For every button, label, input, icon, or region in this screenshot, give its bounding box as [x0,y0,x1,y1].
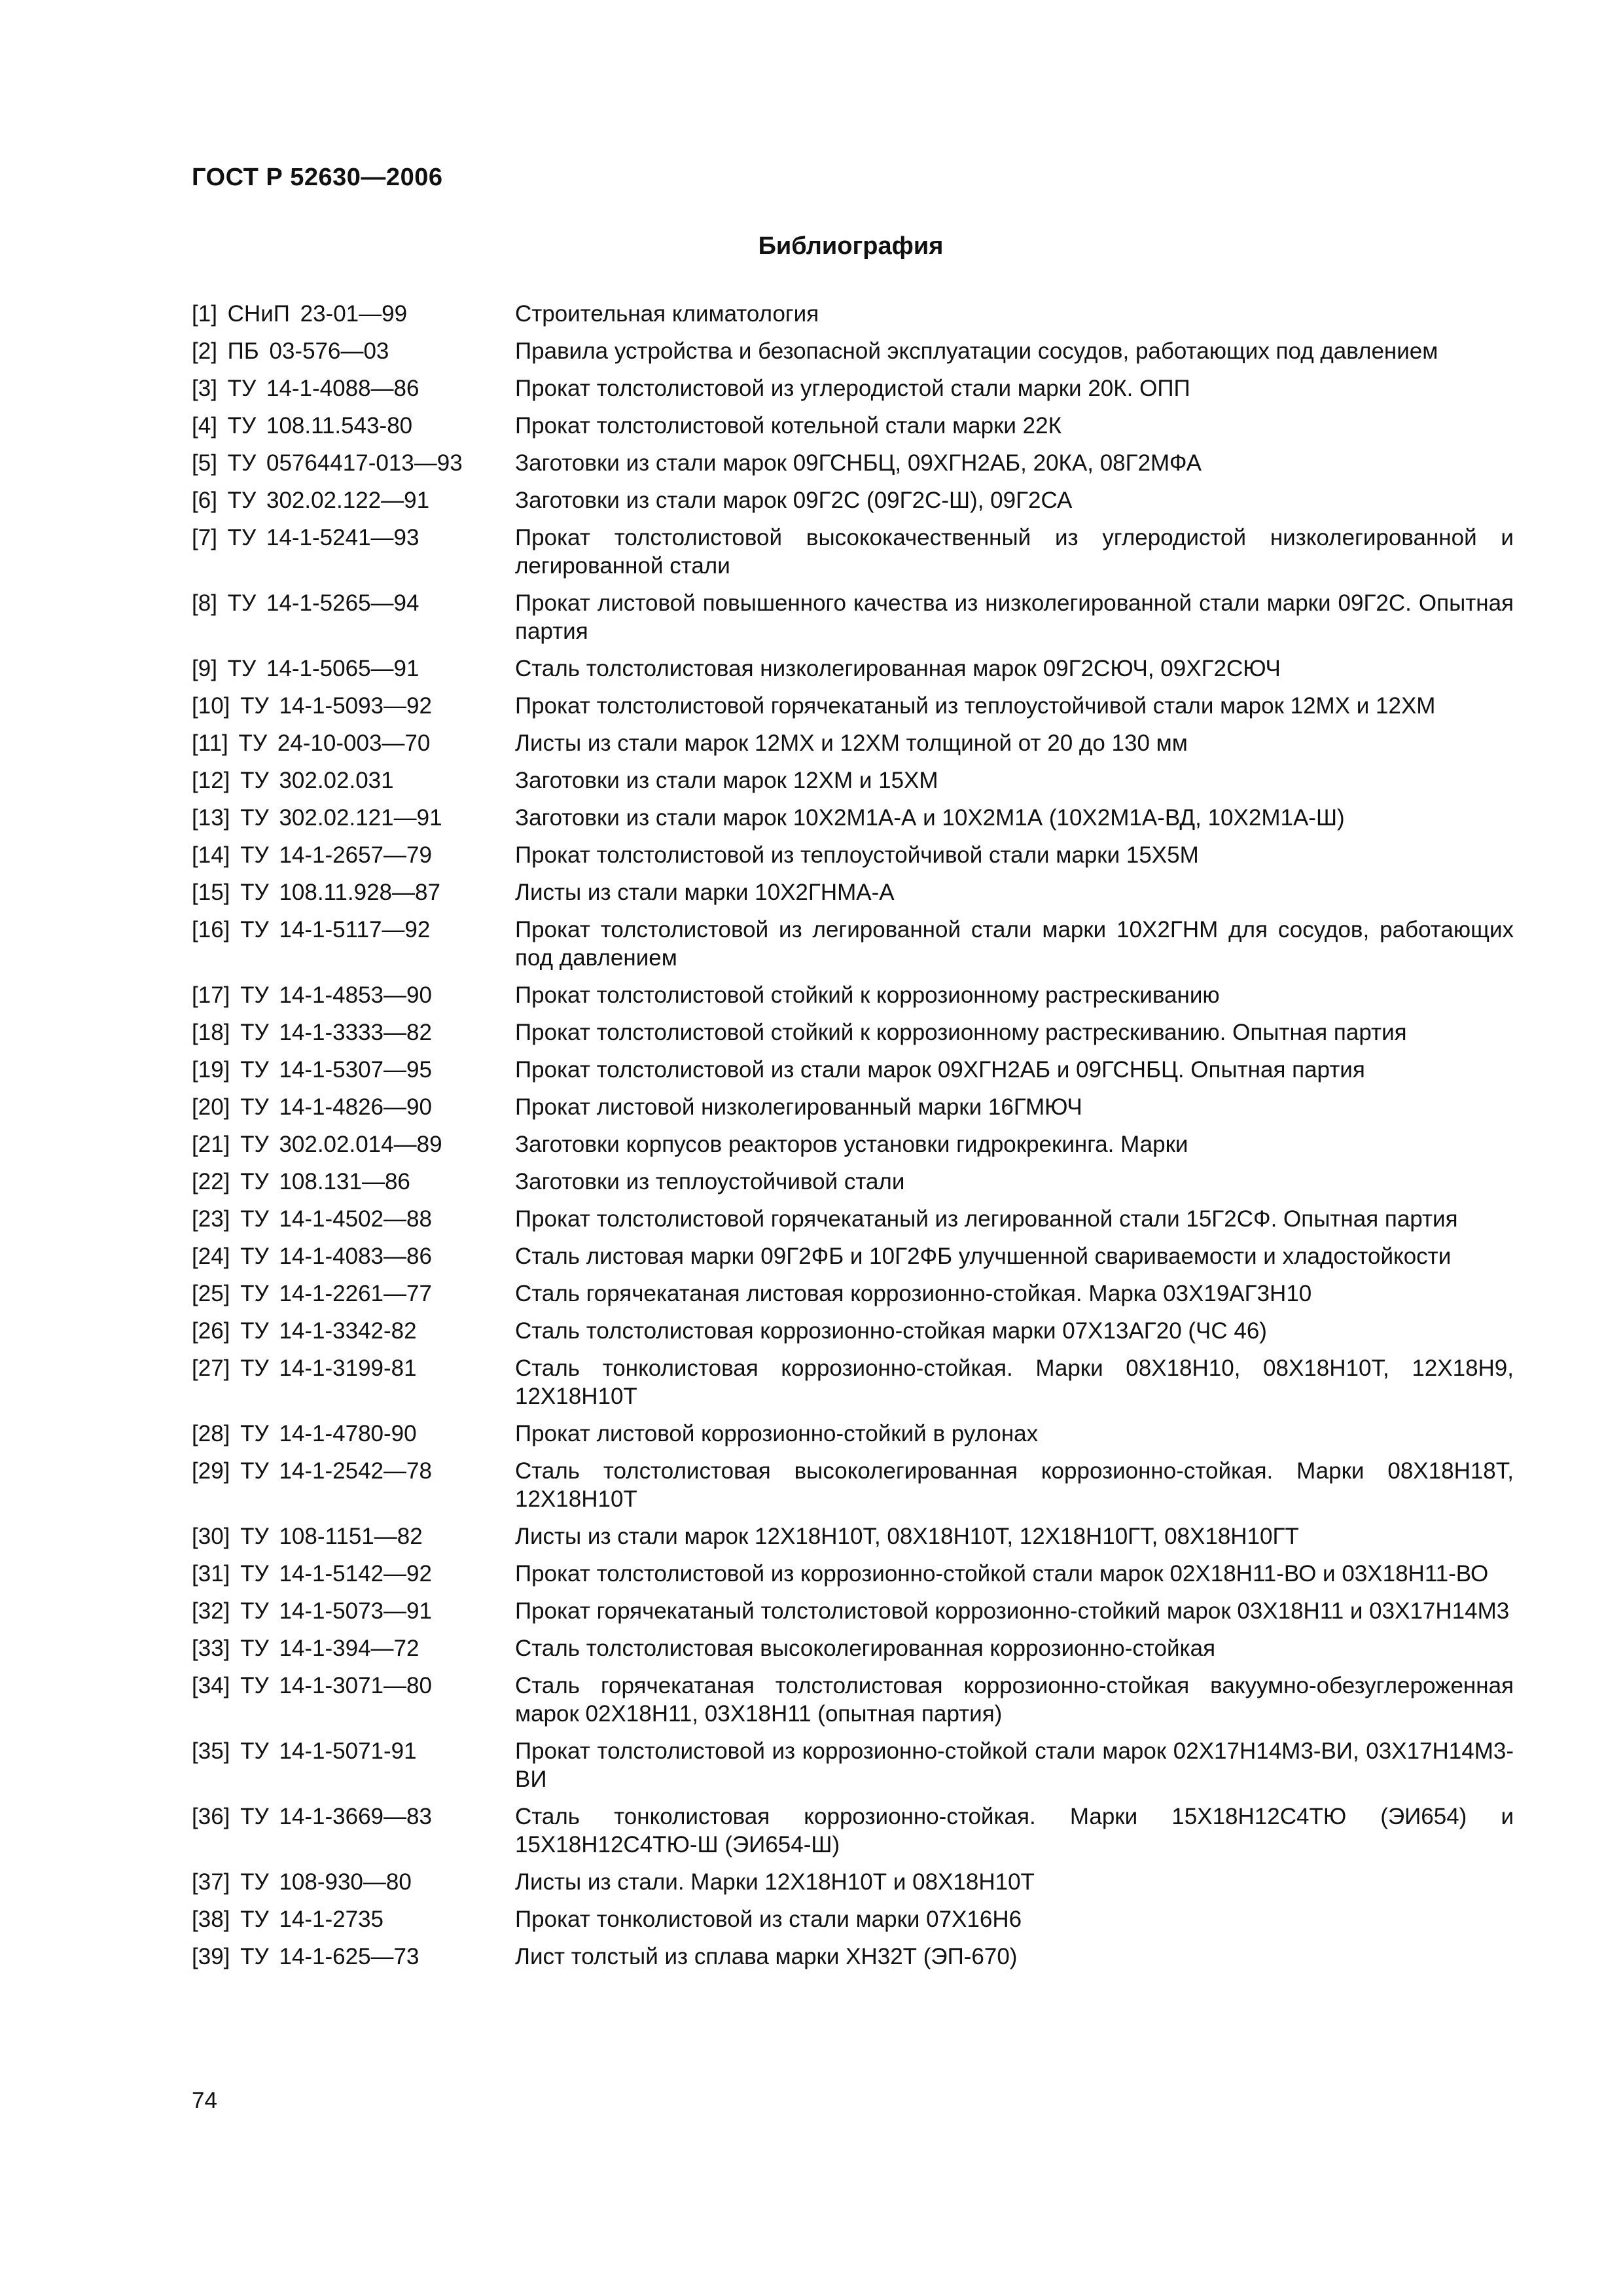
entry-description: Сталь толстолистовая коррозионно-стойкая марки 07Х13АГ20 (ЧС 46) [515,1318,1267,1344]
bibliography-entry [192,1868,1514,1896]
bibliography-entry [192,1943,1514,1971]
bibliography-entry [192,1420,1514,1448]
document-header: ГОСТ Р 52630—2006 [192,164,443,191]
entry-reference: [36] ТУ 14-1-3669—83 [192,1804,432,1829]
bibliography-entry [192,841,1514,869]
entry-reference: [19] ТУ 14-1-5307—95 [192,1057,432,1083]
bibliography-entry [192,1130,1514,1158]
entry-reference: [16] ТУ 14-1-5117—92 [192,917,431,942]
bibliography-entry [192,1522,1514,1551]
entry-description: Прокат толстолистовой стойкий к коррозионному растрескиванию [515,982,1220,1008]
entry-description: Заготовки из теплоустойчивой стали [515,1169,905,1194]
bibliography-entry [192,1093,1514,1121]
bibliography-entry [192,1018,1514,1047]
entry-description: Прокат толстолистовой из коррозионно-стойкой стали марок 02Х18Н11-ВО и 03Х18Н11-ВО [515,1561,1489,1587]
entry-description: Листы из стали марок 12Х18Н10Т, 08Х18Н10Т, 12Х18Н10ГТ, 08Х18Н10ГТ [515,1524,1299,1549]
entry-description: Сталь тонколистовая коррозионно-стойкая. Марки 15Х18Н12С4ТЮ (ЭИ654) и 15Х18Н12С4ТЮ-Ш (ЭИ654-Ш) [515,1804,1514,1857]
entry-description: Заготовки из стали марок 09ГСНБЦ, 09ХГН2АБ, 20КА, 08Г2МФА [515,450,1202,476]
entry-description: Прокат толстолистовой горячекатаный из теплоустойчивой стали марок 12МХ и 12ХМ [515,693,1436,719]
bibliography-entry [192,1672,1514,1728]
entry-description: Листы из стали марки 10Х2ГНМА-А [515,880,895,905]
bibliography-entry [192,1205,1514,1233]
entry-reference: [8] ТУ 14-1-5265—94 [192,590,419,616]
entry-reference: [9] ТУ 14-1-5065—91 [192,656,419,681]
entry-reference: [27] ТУ 14-1-3199-81 [192,1355,417,1381]
entry-description: Лист толстый из сплава марки ХН32Т (ЭП-670) [515,1944,1018,1969]
entry-description: Прокат толстолистовой из легированной стали марки 10Х2ГНМ для сосудов, работающих под давлением [515,917,1514,971]
bibliography-entry [192,374,1514,403]
bibliography-entry [192,1560,1514,1588]
bibliography-entry [192,1280,1514,1308]
entry-reference: [30] ТУ 108-1151—82 [192,1524,423,1549]
entry-description: Прокат толстолистовой из углеродистой стали марки 20К. ОПП [515,376,1190,401]
entry-description: Листы из стали. Марки 12Х18Н10Т и 08Х18Н10Т [515,1869,1035,1895]
entry-reference: [7] ТУ 14-1-5241—93 [192,525,419,550]
entry-reference: [12] ТУ 302.02.031 [192,768,394,793]
entry-reference: [25] ТУ 14-1-2261—77 [192,1281,432,1306]
entry-description: Сталь толстолистовая высоколегированная коррозионно-стойкая [515,1636,1216,1661]
entry-description: Сталь тонколистовая коррозионно-стойкая. Марки 08Х18Н10, 08Х18Н10Т, 12Х18Н9, 12Х18Н10Т [515,1355,1514,1409]
entry-reference: [14] ТУ 14-1-2657—79 [192,842,432,868]
bibliography-entry [192,589,1514,645]
bibliography-entry [192,337,1514,365]
bibliography-entry [192,916,1514,972]
entry-reference: [23] ТУ 14-1-4502—88 [192,1206,432,1232]
entry-reference: [2] ПБ 03-576—03 [192,338,389,364]
bibliography-entry [192,1354,1514,1410]
entry-description: Прокат толстолистовой из стали марок 09ХГН2АБ и 09ГСНБЦ. Опытная партия [515,1057,1365,1083]
entry-reference: [4] ТУ 108.11.543-80 [192,413,413,439]
entry-description: Прокат тонколистовой из стали марки 07Х16Н6 [515,1907,1022,1932]
entry-description: Прокат толстолистовой из коррозионно-стойкой стали марок 02Х17Н14М3-ВИ, 03Х17Н14М3-ВИ [515,1738,1514,1792]
entry-reference: [20] ТУ 14-1-4826—90 [192,1094,432,1120]
entry-description: Прокат толстолистовой горячекатаный из легированной стали 15Г2СФ. Опытная партия [515,1206,1458,1232]
bibliography-entry [192,1803,1514,1859]
bibliography-entry [192,1242,1514,1270]
entry-description: Заготовки из стали марок 10Х2М1А-А и 10Х2М1А (10Х2М1А-ВД, 10Х2М1А-Ш) [515,805,1345,831]
entry-reference: [35] ТУ 14-1-5071-91 [192,1738,417,1764]
entry-description: Сталь толстолистовая высоколегированная коррозионно-стойкая. Марки 08Х18Н18Т, 12Х18Н10Т [515,1458,1514,1512]
entry-reference: [33] ТУ 14-1-394—72 [192,1636,419,1661]
entry-reference: [32] ТУ 14-1-5073—91 [192,1598,432,1624]
bibliography-entry [192,1597,1514,1625]
entry-reference: [15] ТУ 108.11.928—87 [192,880,440,905]
page-number: 74 [192,2088,217,2113]
bibliography-entry [192,729,1514,757]
entry-description: Заготовки из стали марок 09Г2С (09Г2С-Ш), 09Г2СА [515,488,1073,513]
entry-description: Сталь толстолистовая низколегированная марок 09Г2СЮЧ, 09ХГ2СЮЧ [515,656,1281,681]
entry-reference: [1] СНиП 23-01—99 [192,301,408,327]
entry-description: Прокат толстолистовой стойкий к коррозионному растрескиванию. Опытная партия [515,1020,1407,1045]
entry-description: Заготовки корпусов реакторов установки гидрокрекинга. Марки [515,1132,1188,1157]
entry-description: Сталь листовая марки 09Г2ФБ и 10Г2ФБ улучшенной свариваемости и хладостойкости [515,1244,1452,1269]
entry-reference: [6] ТУ 302.02.122—91 [192,488,430,513]
entry-reference: [31] ТУ 14-1-5142—92 [192,1561,432,1587]
entry-description: Прокат листовой повышенного качества из низколегированной стали марки 09Г2С. Опытная партия [515,590,1514,644]
entry-reference: [24] ТУ 14-1-4083—86 [192,1244,432,1269]
entry-description: Прокат листовой коррозионно-стойкий в рулонах [515,1421,1039,1446]
bibliography-entry [192,655,1514,683]
bibliography-entry [192,300,1514,328]
bibliography-entry [192,1634,1514,1662]
entry-description: Прокат толстолистовой котельной стали марки 22К [515,413,1061,439]
bibliography-entry [192,449,1514,477]
entry-description: Прокат толстолистовой высококачественный из углеродистой низколегированной и легированной стали [515,525,1514,579]
entry-reference: [10] ТУ 14-1-5093—92 [192,693,432,719]
entry-reference: [22] ТУ 108.131—86 [192,1169,410,1194]
bibliography-list [192,300,1514,1980]
entry-description: Прокат толстолистовой из теплоустойчивой стали марки 15Х5М [515,842,1199,868]
entry-reference: [37] ТУ 108-930—80 [192,1869,412,1895]
entry-reference: [29] ТУ 14-1-2542—78 [192,1458,432,1484]
entry-description: Правила устройства и безопасной эксплуатации сосудов, работающих под давлением [515,338,1438,364]
bibliography-entry [192,486,1514,514]
entry-reference: [26] ТУ 14-1-3342-82 [192,1318,417,1344]
bibliography-entry [192,1737,1514,1793]
entry-reference: [3] ТУ 14-1-4088—86 [192,376,419,401]
bibliography-entry [192,981,1514,1009]
bibliography-entry [192,878,1514,906]
bibliography-entry [192,524,1514,580]
entry-reference: [17] ТУ 14-1-4853—90 [192,982,432,1008]
entry-description: Прокат листовой низколегированный марки 16ГМЮЧ [515,1094,1082,1120]
entry-description: Строительная климатология [515,301,819,327]
entry-reference: [21] ТУ 302.02.014—89 [192,1132,442,1157]
page-title: Библиография [758,232,944,260]
entry-reference: [5] ТУ 05764417-013—93 [192,450,463,476]
entry-reference: [38] ТУ 14-1-2735 [192,1907,384,1932]
entry-description: Заготовки из стали марок 12ХМ и 15ХМ [515,768,938,793]
bibliography-entry [192,766,1514,795]
entry-reference: [39] ТУ 14-1-625—73 [192,1944,419,1969]
bibliography-entry [192,1056,1514,1084]
entry-description: Сталь горячекатаная листовая коррозионно-стойкая. Марка 03Х19АГ3Н10 [515,1281,1312,1306]
bibliography-entry [192,1317,1514,1345]
bibliography-entry [192,1905,1514,1933]
entry-reference: [18] ТУ 14-1-3333—82 [192,1020,432,1045]
entry-description: Прокат горячекатаный толстолистовой коррозионно-стойкий марок 03Х18Н11 и 03Х17Н14М3 [515,1598,1510,1624]
entry-description: Сталь горячекатаная толстолистовая коррозионно-стойкая вакуумно-обезуглероженная марок 02Х18Н11, 03Х18Н11 (опытная партия) [515,1673,1514,1727]
bibliography-entry [192,692,1514,720]
entry-description: Листы из стали марок 12МХ и 12ХМ толщиной от 20 до 130 мм [515,730,1188,756]
entry-reference: [13] ТУ 302.02.121—91 [192,805,442,831]
entry-reference: [28] ТУ 14-1-4780-90 [192,1421,417,1446]
bibliography-entry [192,1457,1514,1513]
entry-reference: [34] ТУ 14-1-3071—80 [192,1673,432,1698]
bibliography-entry [192,804,1514,832]
entry-reference: [11] ТУ 24-10-003—70 [192,730,431,756]
bibliography-entry [192,1168,1514,1196]
bibliography-entry [192,412,1514,440]
